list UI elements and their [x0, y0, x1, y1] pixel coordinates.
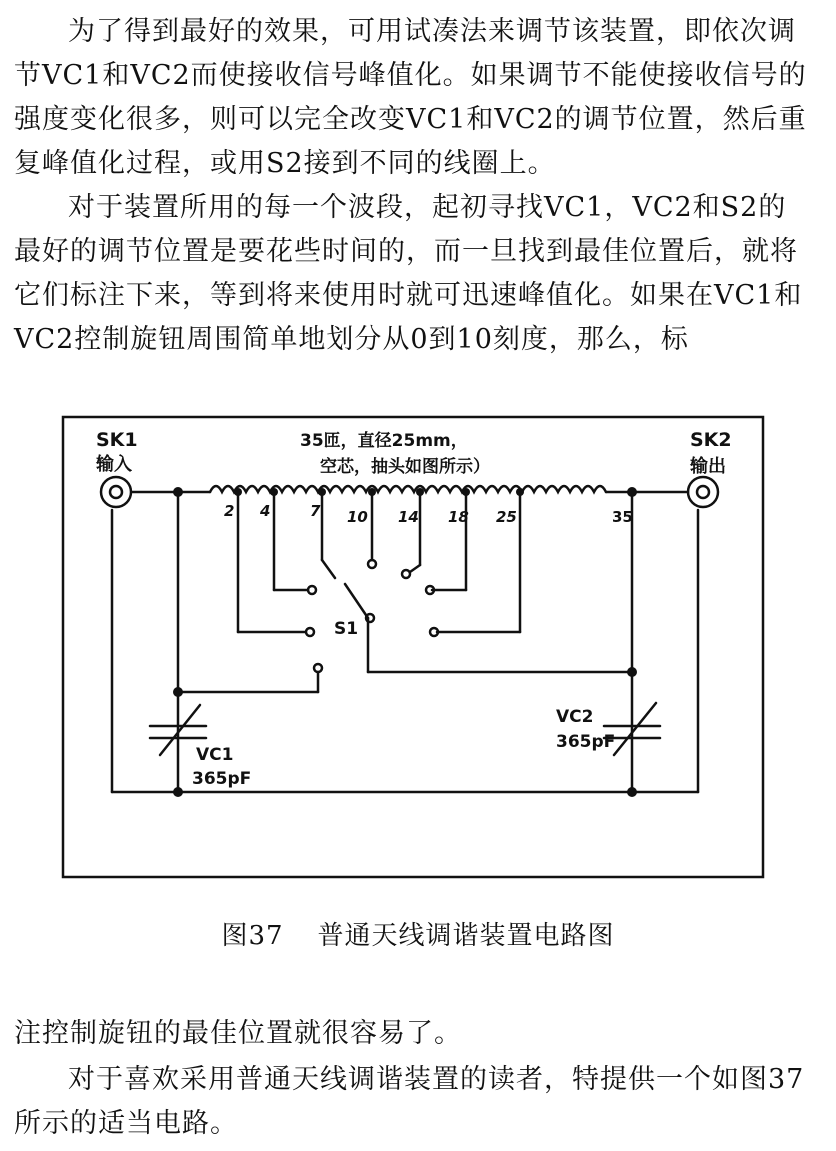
- sk2-sublabel: 输出: [690, 456, 726, 477]
- sk1-label: SK1: [96, 429, 138, 451]
- tap-label: 10: [347, 508, 368, 526]
- vc1-label: VC1: [196, 745, 234, 765]
- switch-label: S1: [334, 619, 359, 639]
- coil-note-2: 空芯，抽头如图所示）: [320, 457, 490, 477]
- enclosure-box: [63, 417, 763, 877]
- sk1-socket-outer: [101, 477, 131, 507]
- vc2-label: VC2: [556, 707, 594, 727]
- tap-label: 4: [260, 502, 271, 520]
- sk2-socket-inner: [697, 486, 709, 498]
- sk1-socket-inner: [110, 486, 122, 498]
- tap-label: 2: [224, 502, 235, 520]
- tap-label: 18: [448, 508, 469, 526]
- paragraph-4: 对于喜欢采用普通天线调谐装置的读者，特提供一个如图37所示的适当电路。: [14, 1064, 805, 1139]
- paragraph-1: 为了得到最好的效果，可用试凑法来调节该装置，即依次调节VC1和VC2而使接收信号峰值化。如果调节不能使接收信号的强度变化很多，则可以完全改变VC1和VC2的调节位置，然后重复峰值化过程，或用S2接到不同的线圈上。: [14, 16, 807, 179]
- sk1-sublabel: 输入: [96, 454, 132, 475]
- coil-note-1: 35匝，直径25mm，: [300, 431, 468, 451]
- figure-title: 普通天线调谐装置电路图: [317, 921, 615, 951]
- vc1-value: 365pF: [192, 769, 252, 789]
- paragraph-2: 对于装置所用的每一个波段，起初寻找VC1，VC2和S2的最好的调节位置是要花些时间的，而一旦找到最佳位置后，就将它们标注下来，等到将来使用时就可迅速峰值化。如果在VC1和VC2控制旋钮周围简单地划分从0到10刻度，那么，标: [14, 192, 803, 355]
- tap-label: 35: [612, 508, 633, 526]
- figure-number: 图37: [221, 921, 284, 951]
- paragraph-3: 注控制旋钮的最佳位置就很容易了。: [14, 1018, 462, 1049]
- sk2-label: SK2: [690, 429, 732, 451]
- figure-caption: [0, 915, 836, 952]
- sk2-socket-outer: [688, 477, 718, 507]
- vc2-value: 365pF: [556, 732, 616, 752]
- circuit-diagram: [0, 380, 836, 900]
- tap-label: 14: [398, 508, 419, 526]
- tap-label: 25: [496, 508, 517, 526]
- tap-label: 7: [310, 502, 321, 520]
- coil: [210, 486, 606, 492]
